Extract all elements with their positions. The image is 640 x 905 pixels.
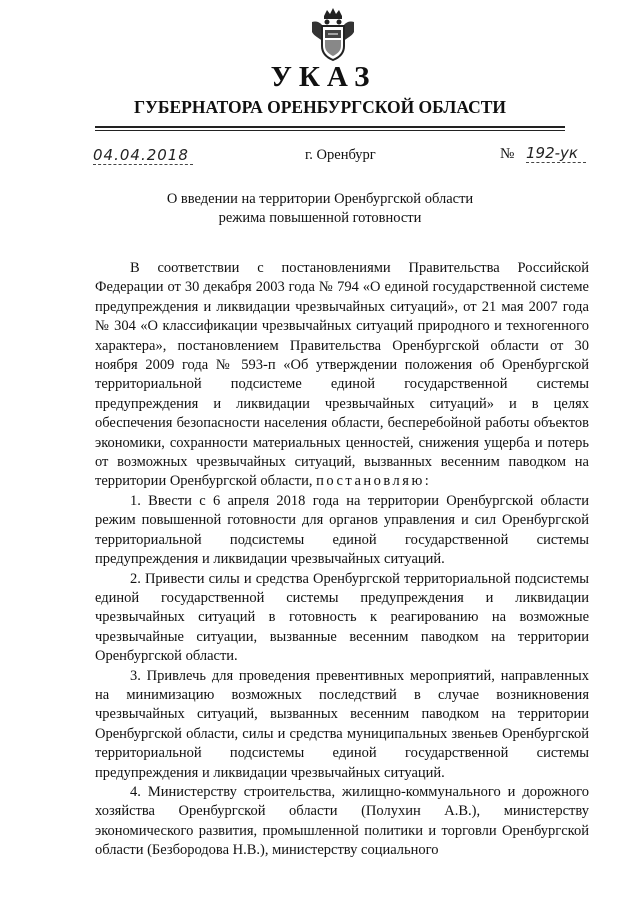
document-body <box>95 259 589 861</box>
preamble-paragraph <box>95 259 589 492</box>
coat-of-arms-icon <box>310 8 356 62</box>
item-paragraph-4: 4. Министерству строительства, жилищно-коммунального и дорожного хозяйства Оренбургской области (Полухин А.В.), министерству экономического развития, промышленной политики и торговли Оренбургской области (Безбородова Н.В.), министерству социального <box>95 783 589 859</box>
issuer-subtitle: ГУБЕРНАТОРА ОРЕНБУРГСКОЙ ОБЛАСТИ <box>133 97 507 117</box>
header-rule-thin <box>95 130 565 131</box>
city-label: г. Оренбург <box>305 147 376 163</box>
item-paragraph-2: 2. Привести силы и средства Оренбургской территориальной подсистемы единой государственной системы предупреждения и ликвидации чрезвычайных ситуаций в готовность к реагированию на возможные чрезвычайные ситуации, вызванные весенним паводком на территории Оренбургской области. <box>95 570 589 665</box>
header-rule-thick <box>95 126 565 128</box>
item-paragraph-1: 1. Ввести с 6 апреля 2018 года на территории Оренбургской области режим повышенной готовности для органов управления и сил Оренбургской территориальной подсистемы единой государственной системы предупреждения и ликвидации чрезвычайных ситуаций. <box>95 492 589 568</box>
document-subject <box>0 190 640 228</box>
subject-line-1: О введении на территории Оренбургской области <box>166 191 474 207</box>
resolve-word: постановляю: <box>316 473 432 490</box>
preamble-text: В соответствии с постановлениями Правительства Российской Федерации от 30 декабря 2003 года № 794 «О единой государственной системе предупреждения и ликвидации чрезвычайных ситуаций», от 21 мая 2007 года № 304 «О классификации чрезвычайных ситуаций природного и техногенного характера», постановлением Правительства Оренбургской области от 30 ноября 2009 года № 593-п «Об утверждении положения об Оренбургской территориальной подсистеме единой государственной системы предупреждения и ликвидации чрезвычайных ситуаций» и в целях обеспечения безопасности населения области, бесперебойной работы объектов экономики, сохранности материальных ценностей, снижения ущерба и потерь от возможных чрезвычайных ситуаций, вызванных весенним паводком на территории Оренбургской области, <box>95 260 589 490</box>
handwritten-number: 192-ук <box>526 144 586 163</box>
subject-line-2: режима повышенной готовности <box>218 210 422 226</box>
document-type-title: УКАЗ <box>270 61 377 93</box>
number-label: № <box>500 146 515 162</box>
handwritten-date: 04.04.2018 <box>93 146 193 165</box>
item-paragraph-3: 3. Привлечь для проведения превентивных мероприятий, направленных на минимизацию возможных последствий в случае возникновения чрезвычайных ситуаций, вызванных весенним паводком на территории Оренбургской области, силы и средства муниципальных звеньев Оренбургской территориальной подсистемы единой государственной системы предупреждения и ликвидации чрезвычайных ситуаций. <box>95 667 589 781</box>
